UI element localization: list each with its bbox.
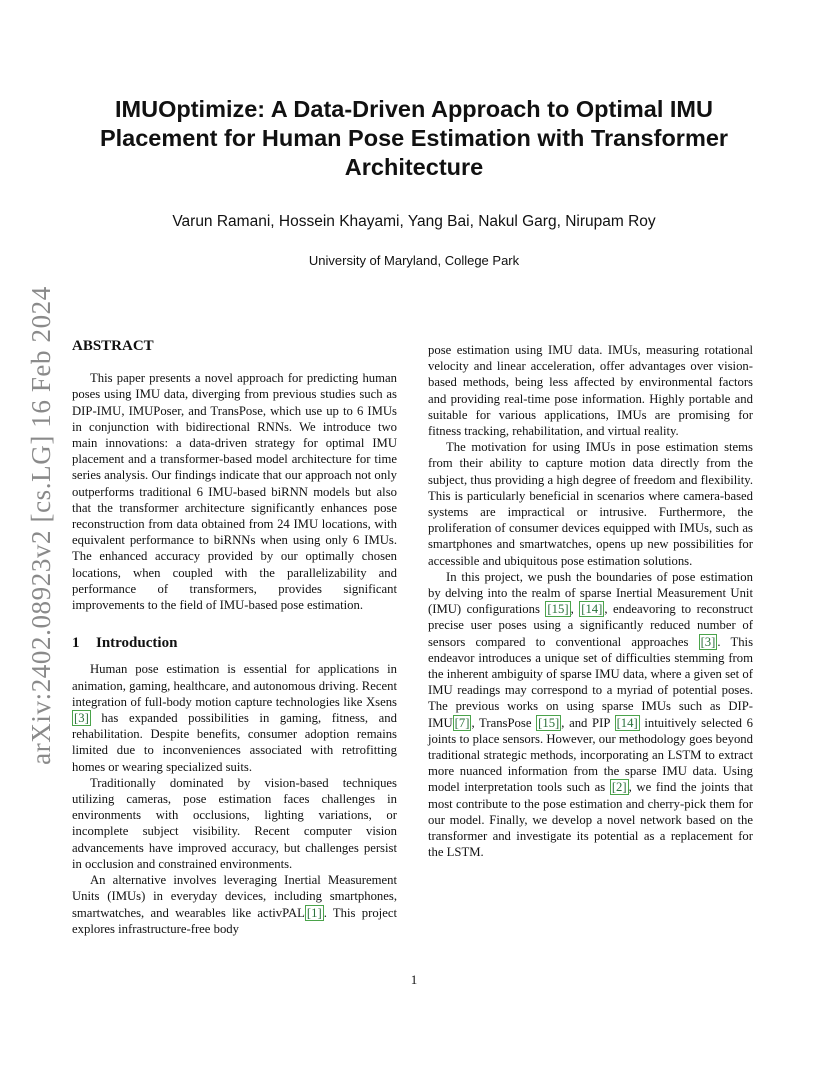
- right-column: [428, 342, 753, 861]
- abstract-heading: ABSTRACT: [72, 338, 154, 354]
- text-run: , endeavoring to reconstruct precise user poses using a significantly reduced number of sensors compared to conventional approaches: [428, 602, 753, 649]
- arxiv-identifier-text: arXiv:2402.08923v2 [cs.LG] 16 Feb 2024: [25, 285, 56, 765]
- arxiv-identifier: [20, 285, 62, 765]
- text-run: , we find the joints that most contribute to the pose estimation and cherry-pick them for our model. Finally, we develop a novel network based on the transformer and investigate its potential as a replacement for the LSTM.: [428, 780, 753, 860]
- citation-link[interactable]: [3]: [74, 711, 89, 726]
- citation-link[interactable]: [14]: [616, 715, 638, 730]
- citation-link[interactable]: [3]: [700, 634, 716, 649]
- citation-link[interactable]: [14]: [581, 602, 603, 617]
- text-run: . This project explores infrastructure-free body: [72, 905, 397, 936]
- abstract-text: This paper presents a novel approach for predicting human poses using IMU data, diverging from previous studies such as DIP-IMU, IMUPoser, and TransPose, which use up to 6 IMUs in conjunction with bidirectional RNNs. We introduce two main innovations: a data-driven strategy for optimal IMU placement and a transformer-based model architecture for time series analysis. Our findings indicate that our approach not only outperforms traditional 6 IMU-based biRNN models but also that the transformer architecture significantly enhances pose reconstruction from data obtained from 24 IMU locations, with equivalent performance to biRNNs when using only 6 IMUs. The enhanced accuracy provided by our optimally chosen locations, when coupled with the parallelizability and performance of transformers, provides significant improvements to the field of IMU-based pose estimation.: [72, 371, 397, 613]
- affiliation: University of Maryland, College Park: [308, 253, 520, 268]
- intro-paragraph-6: [428, 569, 753, 861]
- author-list: Varun Ramani, Hossein Khayami, Yang Bai, Nakul Garg, Nirupam Roy: [172, 213, 656, 230]
- citation-link[interactable]: [7]: [454, 715, 470, 730]
- introduction-heading: [72, 635, 397, 651]
- section-title: Introduction: [96, 635, 178, 652]
- page-number: 1: [410, 972, 418, 987]
- citation-link[interactable]: [15]: [538, 715, 560, 730]
- intro-paragraph-2: Traditionally dominated by vision-based techniques utilizing cameras, pose estimation faces challenges in environments with occlusions, lighting variations, or incomplete subject visibility. Recent computer vision advancements have improved accuracy, but challenges persist in occlusion and constrained environments.: [72, 775, 397, 871]
- text-run: . This endeavor introduces a unique set of difficulties stemming from the inherent ambiguity of sparse IMU data, where a given set of IMU readings may correspond to a myriad of potential poses. The previous works on using sparse IMUs such as DIP-IMU: [428, 634, 754, 730]
- paper-title: IMUOptimize: A Data-Driven Approach to Optimal IMU Placement for Human Pose Estimation with Transformer Architecture: [99, 96, 729, 180]
- text-run: Human pose estimation is essential for applications in animation, gaming, healthcare, and autonomous driving. Recent integration of full-body motion capture technologies like Xsens: [72, 662, 397, 709]
- intro-paragraph-3: [72, 872, 397, 937]
- text-run: , and PIP: [561, 715, 615, 730]
- section-number: 1: [72, 635, 80, 652]
- text-run: ,: [570, 602, 580, 617]
- text-run: intuitively selected 6 joints to place sensors. However, our methodology goes beyond traditional strategic methods, incorporating an LSTM to extract more nuanced information from the sparse IMU data. Using model interpretation tools such as: [428, 715, 753, 795]
- citation-link[interactable]: [1]: [306, 905, 322, 920]
- text-run: , TransPose: [471, 715, 537, 730]
- left-column: [72, 338, 397, 937]
- intro-paragraph-5: The motivation for using IMUs in pose estimation stems from their ability to capture motion data directly from the subject, thus providing a high degree of freedom and flexibility. This is particularly beneficial in scenarios where camera-based systems are impractical or intrusive. Furthermore, the proliferation of consumer devices equipped with IMUs, such as smartphones and smartwatches, opens up new possibilities for accessible and ubiquitous pose estimation solutions.: [428, 440, 753, 568]
- citation-link[interactable]: [2]: [611, 780, 627, 795]
- intro-paragraph-4: pose estimation using IMU data. IMUs, measuring rotational velocity and linear acceleration, offer advantages over vision-based methods, being less affected by environmental factors and providing real-time pose information. Highly portable and suitable for various applications, IMUs are promising for fitness tracking, rehabilitation, and virtual reality.: [428, 343, 753, 439]
- text-run: has expanded possibilities in gaming, fitness, and rehabilitation. Despite benefits, consumer adoption remains limited due to inconveniences associated with retrofitting homes or wearing specialized suits.: [72, 711, 397, 774]
- citation-link[interactable]: [15]: [547, 602, 569, 617]
- text-run: An alternative involves leveraging Inertial Measurement Units (IMUs) in everyday devices, including smartphones, smartwatches, and wearables like activPAL: [72, 873, 397, 920]
- text-run: In this project, we push the boundaries of pose estimation by delving into the realm of sparse Inertial Measurement Unit (IMU) configurations: [428, 569, 753, 617]
- intro-paragraph-1: [72, 661, 397, 774]
